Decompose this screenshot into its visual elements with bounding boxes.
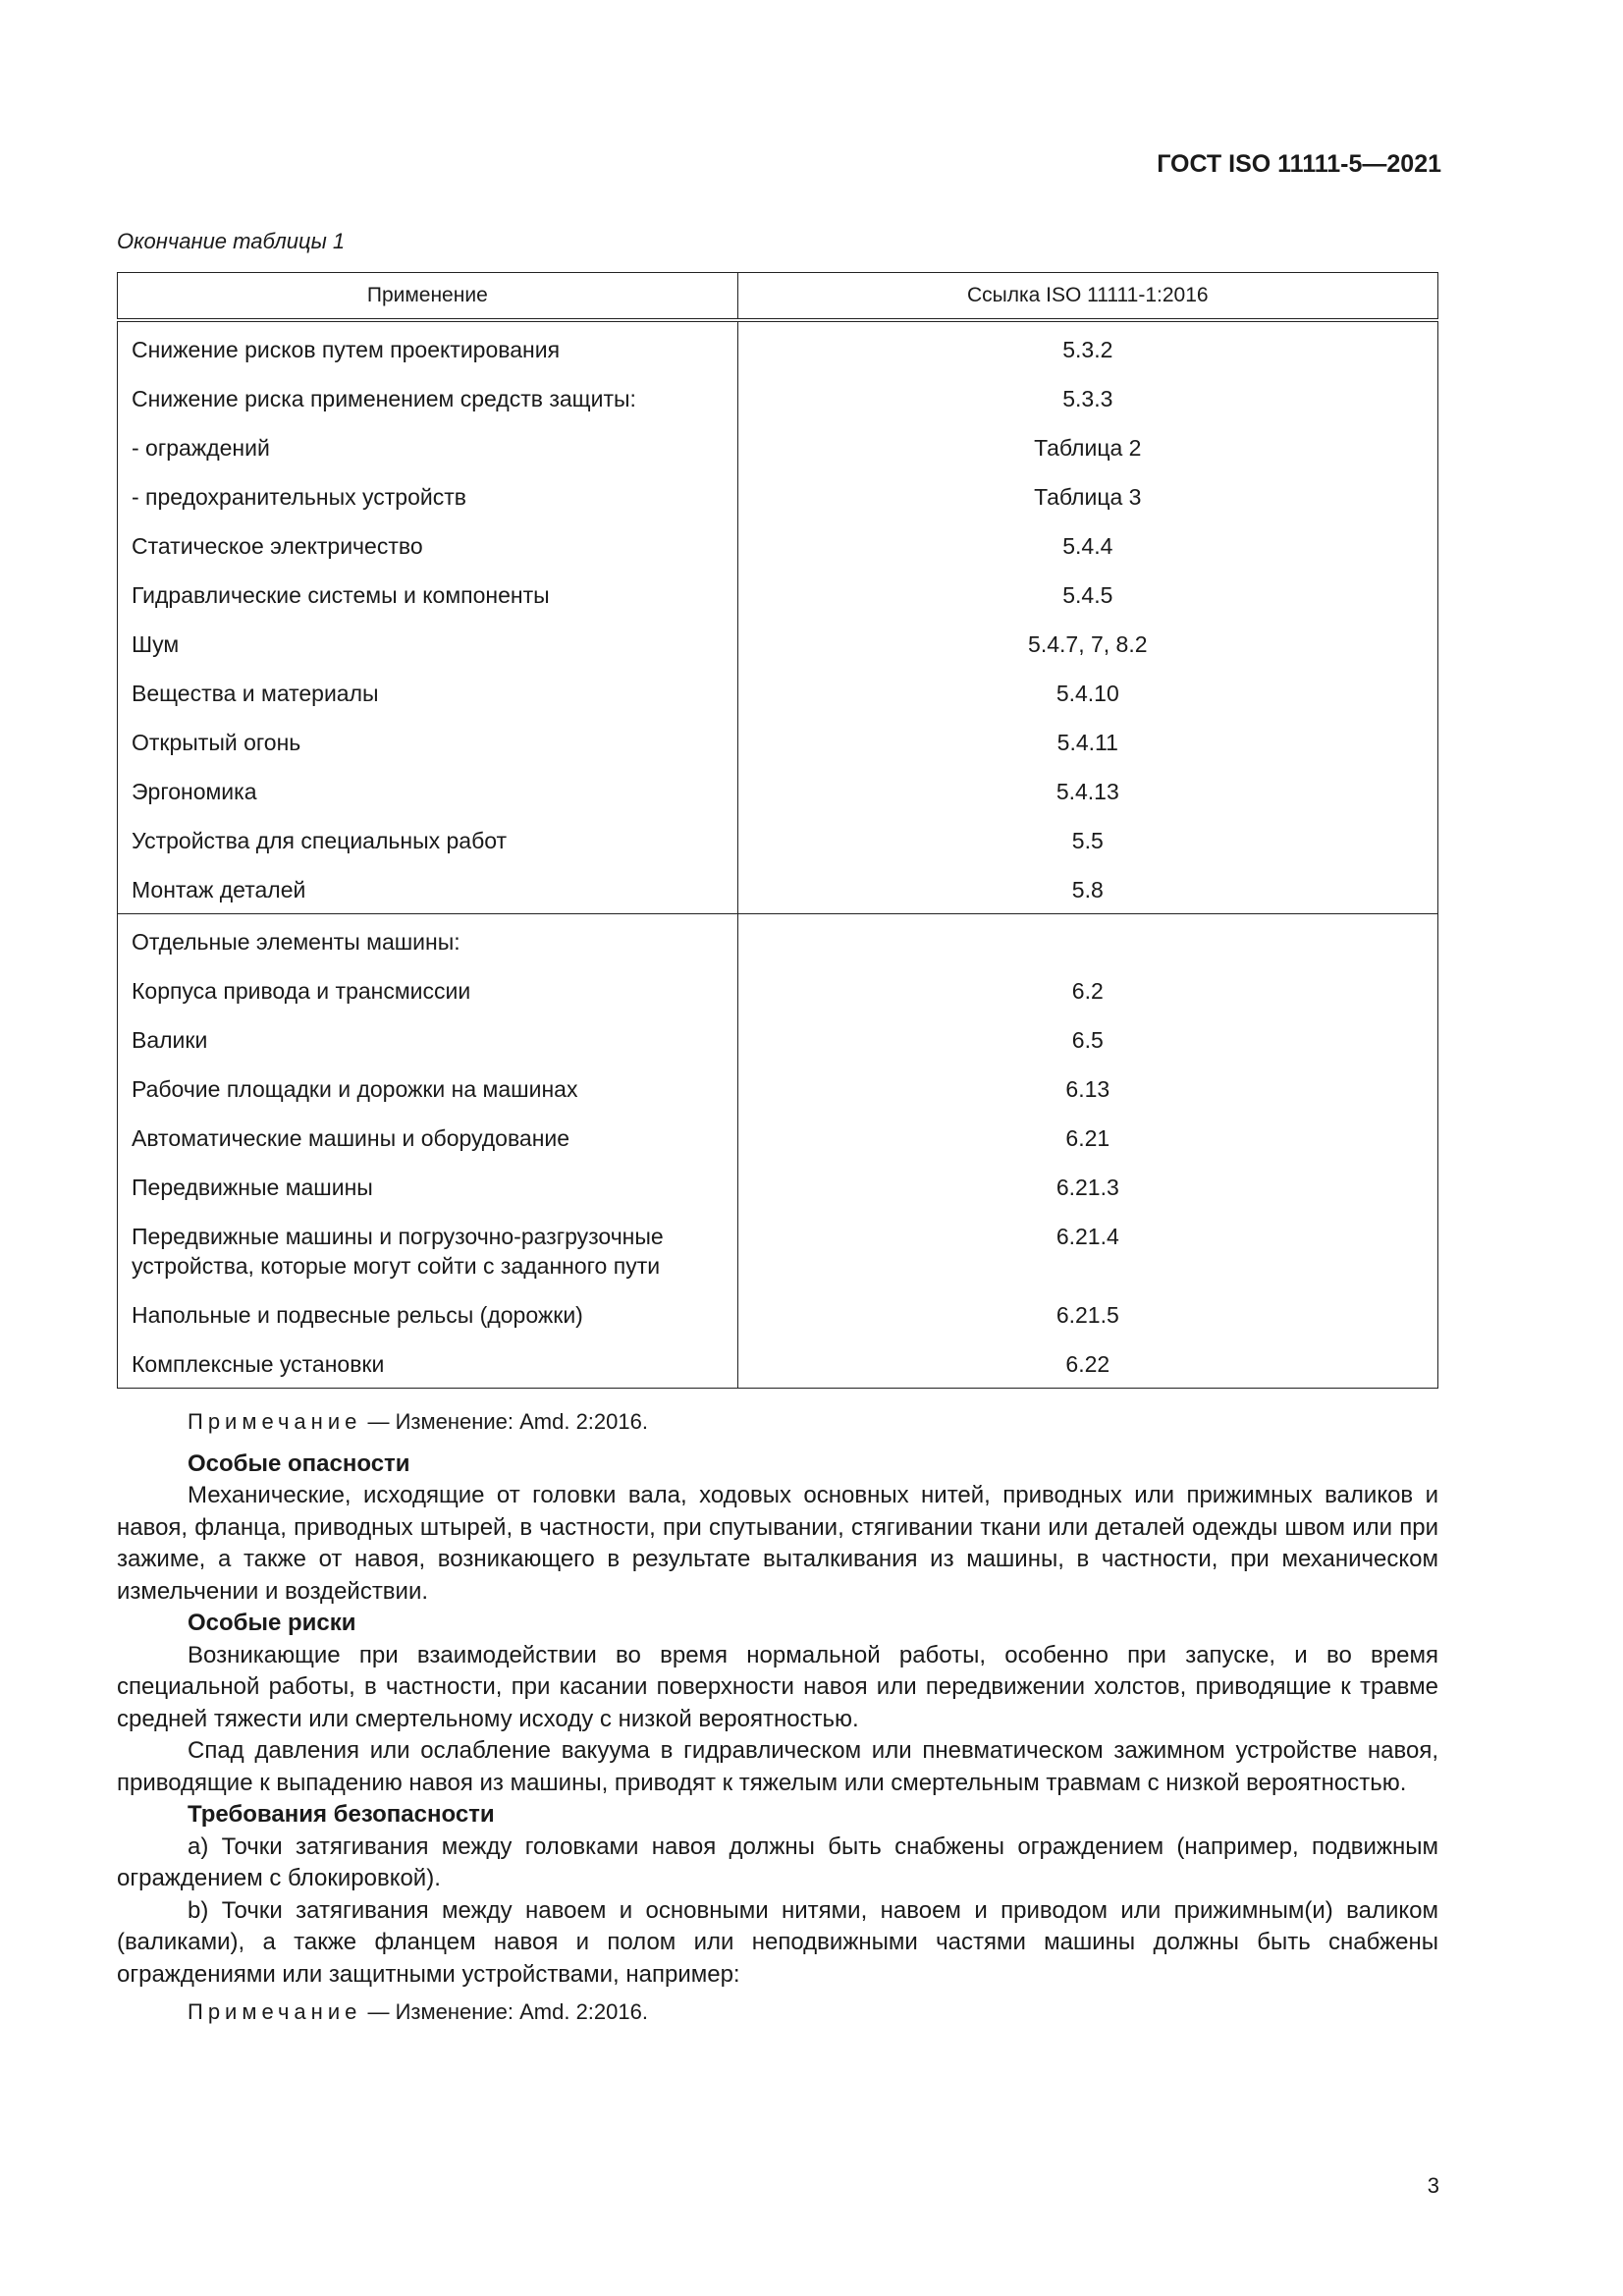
table-caption: Окончание таблицы 1 (117, 229, 346, 253)
reference-cell: 6.2 (737, 965, 1437, 1014)
table-row (118, 1064, 1438, 1113)
table-row (118, 619, 1438, 668)
reference-cell: 5.3.3 (737, 373, 1437, 422)
application-cell: Передвижные машины (118, 1162, 738, 1211)
application-cell: Шум (118, 619, 738, 668)
reference-cell (737, 914, 1437, 966)
note-text: — Изменение: Amd. 2:2016. (361, 1999, 648, 2024)
reference-cell: 6.21.4 (737, 1211, 1437, 1289)
table-row (118, 1339, 1438, 1389)
table-row (118, 570, 1438, 619)
application-table (117, 272, 1438, 1389)
reference-cell: 5.4.7, 7, 8.2 (737, 619, 1437, 668)
table-row (118, 520, 1438, 570)
table-body (118, 320, 1438, 1389)
note (117, 1996, 1438, 2029)
application-cell: Устройства для специальных работ (118, 815, 738, 864)
application-cell: Валики (118, 1014, 738, 1064)
reference-cell: 5.3.2 (737, 320, 1437, 373)
table-row (118, 1162, 1438, 1211)
application-cell: Рабочие площадки и дорожки на машинах (118, 1064, 738, 1113)
reference-cell: 5.4.11 (737, 717, 1437, 766)
paragraph-risks-2: Спад давления или ослабление вакуума в гидравлическом или пневматическом зажимном устройстве навоя, приводящие к выпадению навоя из машины, приводят к тяжелым или смертельным травмам с низкой вероятностью. (117, 1737, 1438, 1796)
application-cell: Передвижные машины и погрузочно-разгрузочные устройства, которые могут сойти с заданного пути (118, 1211, 738, 1289)
section-heading-requirements: Требования безопасности (188, 1801, 495, 1828)
note (117, 1406, 1438, 1439)
application-cell: Монтаж деталей (118, 864, 738, 914)
note-label: Примечание (188, 1999, 362, 2024)
table-row (118, 320, 1438, 373)
note-text: — Изменение: Amd. 2:2016. (361, 1409, 648, 1434)
table-row (118, 471, 1438, 520)
note-label: Примечание (188, 1409, 362, 1434)
application-cell: - ограждений (118, 422, 738, 471)
table-row (118, 1014, 1438, 1064)
table-row (118, 1289, 1438, 1339)
table-row (118, 965, 1438, 1014)
paragraph-risks-1: Возникающие при взаимодействии во время нормальной работы, особенно при запуске, и во время специальной работы, в частности, при касании поверхности навоя или передвижении холстов, приводящие к травме средней тяжести или смертельному исходу с низкой вероятностью. (117, 1641, 1438, 1732)
reference-cell: 6.13 (737, 1064, 1437, 1113)
reference-cell: 5.8 (737, 864, 1437, 914)
reference-cell: 6.21 (737, 1113, 1437, 1162)
requirement-item-b: b) Точки затягивания между навоем и основными нитями, навоем и приводом или прижимным(и) валиком (валиками), а также фланцем навоя и полом или неподвижными частями машины должны быть снабжены ограждениями или защитными устройствами, например: (117, 1896, 1438, 1988)
reference-cell: 5.4.4 (737, 520, 1437, 570)
table-row (118, 422, 1438, 471)
application-cell: Автоматические машины и оборудование (118, 1113, 738, 1162)
section-heading-risks: Особые риски (188, 1610, 356, 1636)
application-cell: Напольные и подвесные рельсы (дорожки) (118, 1289, 738, 1339)
reference-cell: 5.5 (737, 815, 1437, 864)
document-code: ГОСТ ISO 11111-5—2021 (1157, 150, 1441, 178)
table-row (118, 1113, 1438, 1162)
section-heading-hazards: Особые опасности (188, 1449, 410, 1477)
application-cell: Гидравлические системы и компоненты (118, 570, 738, 619)
reference-cell: 5.4.13 (737, 766, 1437, 815)
table-row (118, 766, 1438, 815)
application-cell: Открытый огонь (118, 717, 738, 766)
reference-cell: Таблица 2 (737, 422, 1437, 471)
application-cell: Корпуса привода и трансмиссии (118, 965, 738, 1014)
reference-cell: 6.5 (737, 1014, 1437, 1064)
table-row (118, 815, 1438, 864)
application-cell: Снижение риска применением средств защиты: (118, 373, 738, 422)
column-header-application: Применение (118, 273, 738, 321)
application-cell: - предохранительных устройств (118, 471, 738, 520)
reference-cell: 6.22 (737, 1339, 1437, 1389)
application-cell: Отдельные элементы машины: (118, 914, 738, 966)
table-row (118, 373, 1438, 422)
table-row (118, 668, 1438, 717)
application-cell: Эргономика (118, 766, 738, 815)
application-cell: Снижение рисков путем проектирования (118, 320, 738, 373)
table-row (118, 914, 1438, 966)
table-row (118, 864, 1438, 914)
reference-cell: 6.21.5 (737, 1289, 1437, 1339)
reference-cell: 6.21.3 (737, 1162, 1437, 1211)
application-cell: Комплексные установки (118, 1339, 738, 1389)
paragraph-hazards: Механические, исходящие от головки вала, ходовых основных нитей, приводных или прижимных валиков и навоя, фланца, приводных штырей, в частности, при спутывании, стягивании ткани или деталей одежды швом или при зажиме, а также от навоя, возникающего в результате выталкивания из машины, в частности, при механическом измельчении и воздействии. (117, 1482, 1438, 1605)
reference-cell: 5.4.10 (737, 668, 1437, 717)
reference-cell: 5.4.5 (737, 570, 1437, 619)
page-number: 3 (1427, 2173, 1439, 2198)
body-text (117, 1406, 1438, 2029)
requirement-item-a: a) Точки затягивания между головками навоя должны быть снабжены ограждением (например, подвижным ограждением с блокировкой). (117, 1832, 1438, 1891)
table-row (118, 1211, 1438, 1289)
reference-cell: Таблица 3 (737, 471, 1437, 520)
application-cell: Вещества и материалы (118, 668, 738, 717)
table-row (118, 717, 1438, 766)
column-header-reference: Ссылка ISO 11111-1:2016 (737, 273, 1437, 321)
application-cell: Статическое электричество (118, 520, 738, 570)
